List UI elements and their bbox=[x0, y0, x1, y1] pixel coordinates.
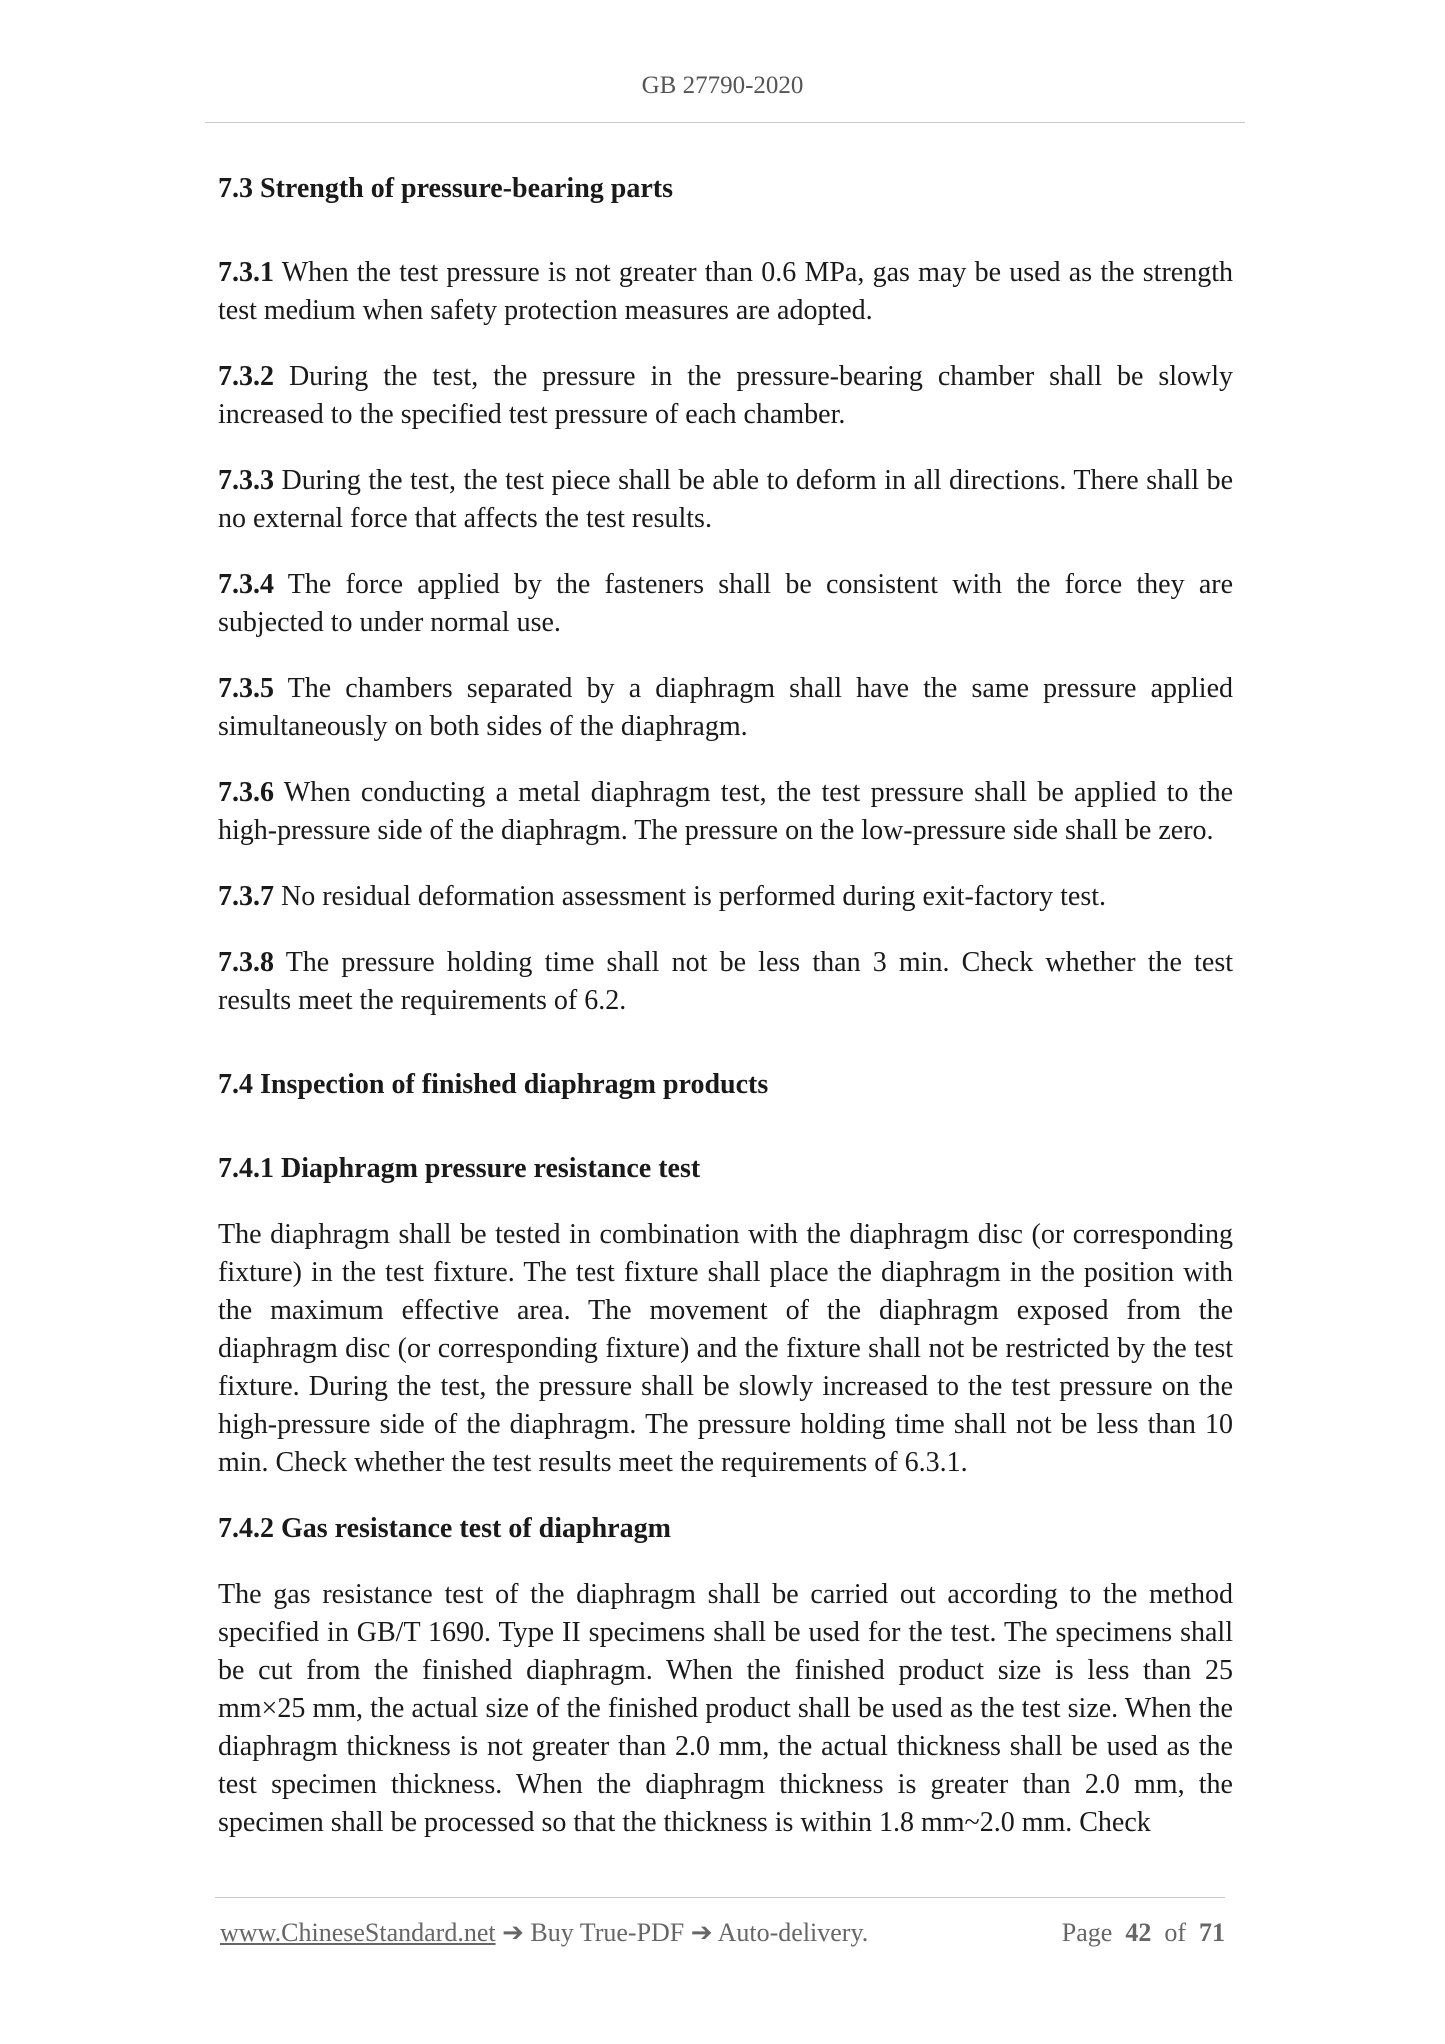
clause-7-3-4 bbox=[218, 566, 1233, 642]
clause-number: 7.3.3 bbox=[218, 465, 274, 496]
clause-number: 7.3.8 bbox=[218, 947, 274, 978]
page-current: 42 bbox=[1125, 1918, 1152, 1947]
clause-7-3-3 bbox=[218, 462, 1233, 538]
clause-number: 7.3.2 bbox=[218, 361, 274, 392]
clause-text: When the test pressure is not greater than 0.6 MPa, gas may be used as the strength test medium when safety protection measures are adopted. bbox=[218, 257, 1233, 326]
clause-7-3-6 bbox=[218, 774, 1233, 850]
clause-7-3-1 bbox=[218, 254, 1233, 330]
clause-number: 7.3.6 bbox=[218, 777, 274, 808]
page-total: 71 bbox=[1199, 1918, 1225, 1947]
clause-text: During the test, the test piece shall be able to deform in all directions. There shall be no external force that affects the test results. bbox=[218, 465, 1234, 534]
clause-number: 7.3.1 bbox=[218, 257, 274, 288]
clause-7-3-8 bbox=[218, 944, 1233, 1020]
clause-text: The force applied by the fasteners shall be consistent with the force they are subjected to under normal use. bbox=[218, 569, 1233, 638]
clause-7-3-2 bbox=[218, 358, 1233, 434]
page-of-label: of bbox=[1164, 1918, 1186, 1947]
clause-text: The chambers separated by a diaphragm shall have the same pressure applied simultaneously on both sides of the diaphragm. bbox=[218, 673, 1233, 742]
clause-text: When conducting a metal diaphragm test, the test pressure shall be applied to the high-pressure side of the diaphragm. The pressure on the low-pressure side shall be zero. bbox=[218, 777, 1234, 846]
header-title: GB 27790-2020 bbox=[641, 72, 804, 99]
website-link[interactable]: www.ChineseStandard.net bbox=[220, 1918, 496, 1947]
document-body bbox=[218, 170, 1233, 1842]
clause-7-3-7 bbox=[218, 878, 1233, 916]
clause-number: 7.3.4 bbox=[218, 569, 274, 600]
section-heading-7-3: 7.3 Strength of pressure-bearing parts bbox=[218, 173, 673, 204]
clause-text: The pressure holding time shall not be less than 3 min. Check whether the test results meet the requirements of 6.2. bbox=[218, 947, 1234, 1016]
clause-text: No residual deformation assessment is performed during exit-factory test. bbox=[281, 881, 1106, 912]
page-label: Page bbox=[1061, 1918, 1113, 1947]
footer-rule bbox=[215, 1897, 1225, 1898]
section-heading-7-4: 7.4 Inspection of finished diaphragm products bbox=[218, 1069, 769, 1100]
subsection-heading-7-4-2: 7.4.2 Gas resistance test of diaphragm bbox=[218, 1513, 671, 1544]
clause-number: 7.3.7 bbox=[218, 881, 274, 912]
paragraph-7-4-2: The gas resistance test of the diaphragm shall be carried out according to the method specified in GB/T 1690. Type II specimens shall be used for the test. The specimens shall be cut from the finished diaphragm. When the finished product size is less than 25 mm×25 mm, the actual size of the finished product shall be used as the test size. When the diaphragm thickness is not greater than 2.0 mm, the actual thickness shall be used as the test specimen thickness. When the diaphragm thickness is greater than 2.0 mm, the specimen shall be processed so that the thickness is within 1.8 mm~2.0 mm. Check bbox=[218, 1579, 1233, 1838]
clause-text: During the test, the pressure in the pressure-bearing chamber shall be slowly increased to the specified test pressure of each chamber. bbox=[218, 361, 1234, 430]
footer-tagline: ➔ Buy True-PDF ➔ Auto-delivery. bbox=[495, 1918, 869, 1947]
footer-left bbox=[220, 1918, 868, 1948]
page-indicator bbox=[1062, 1918, 1225, 1948]
paragraph-7-4-1: The diaphragm shall be tested in combination with the diaphragm disc (or corresponding fixture) in the test fixture. The test fixture shall place the diaphragm in the position with the maximum effective area. The movement of the diaphragm exposed from the diaphragm disc (or corresponding fixture) and the fixture shall not be restricted by the test fixture. During the test, the pressure shall be slowly increased to the test pressure on the high-pressure side of the diaphragm. The pressure holding time shall not be less than 10 min. Check whether the test results meet the requirements of 6.3.1. bbox=[218, 1219, 1233, 1478]
clause-7-3-5 bbox=[218, 670, 1233, 746]
subsection-heading-7-4-1: 7.4.1 Diaphragm pressure resistance test bbox=[218, 1153, 701, 1184]
clause-number: 7.3.5 bbox=[218, 673, 274, 704]
header-rule bbox=[205, 122, 1245, 123]
